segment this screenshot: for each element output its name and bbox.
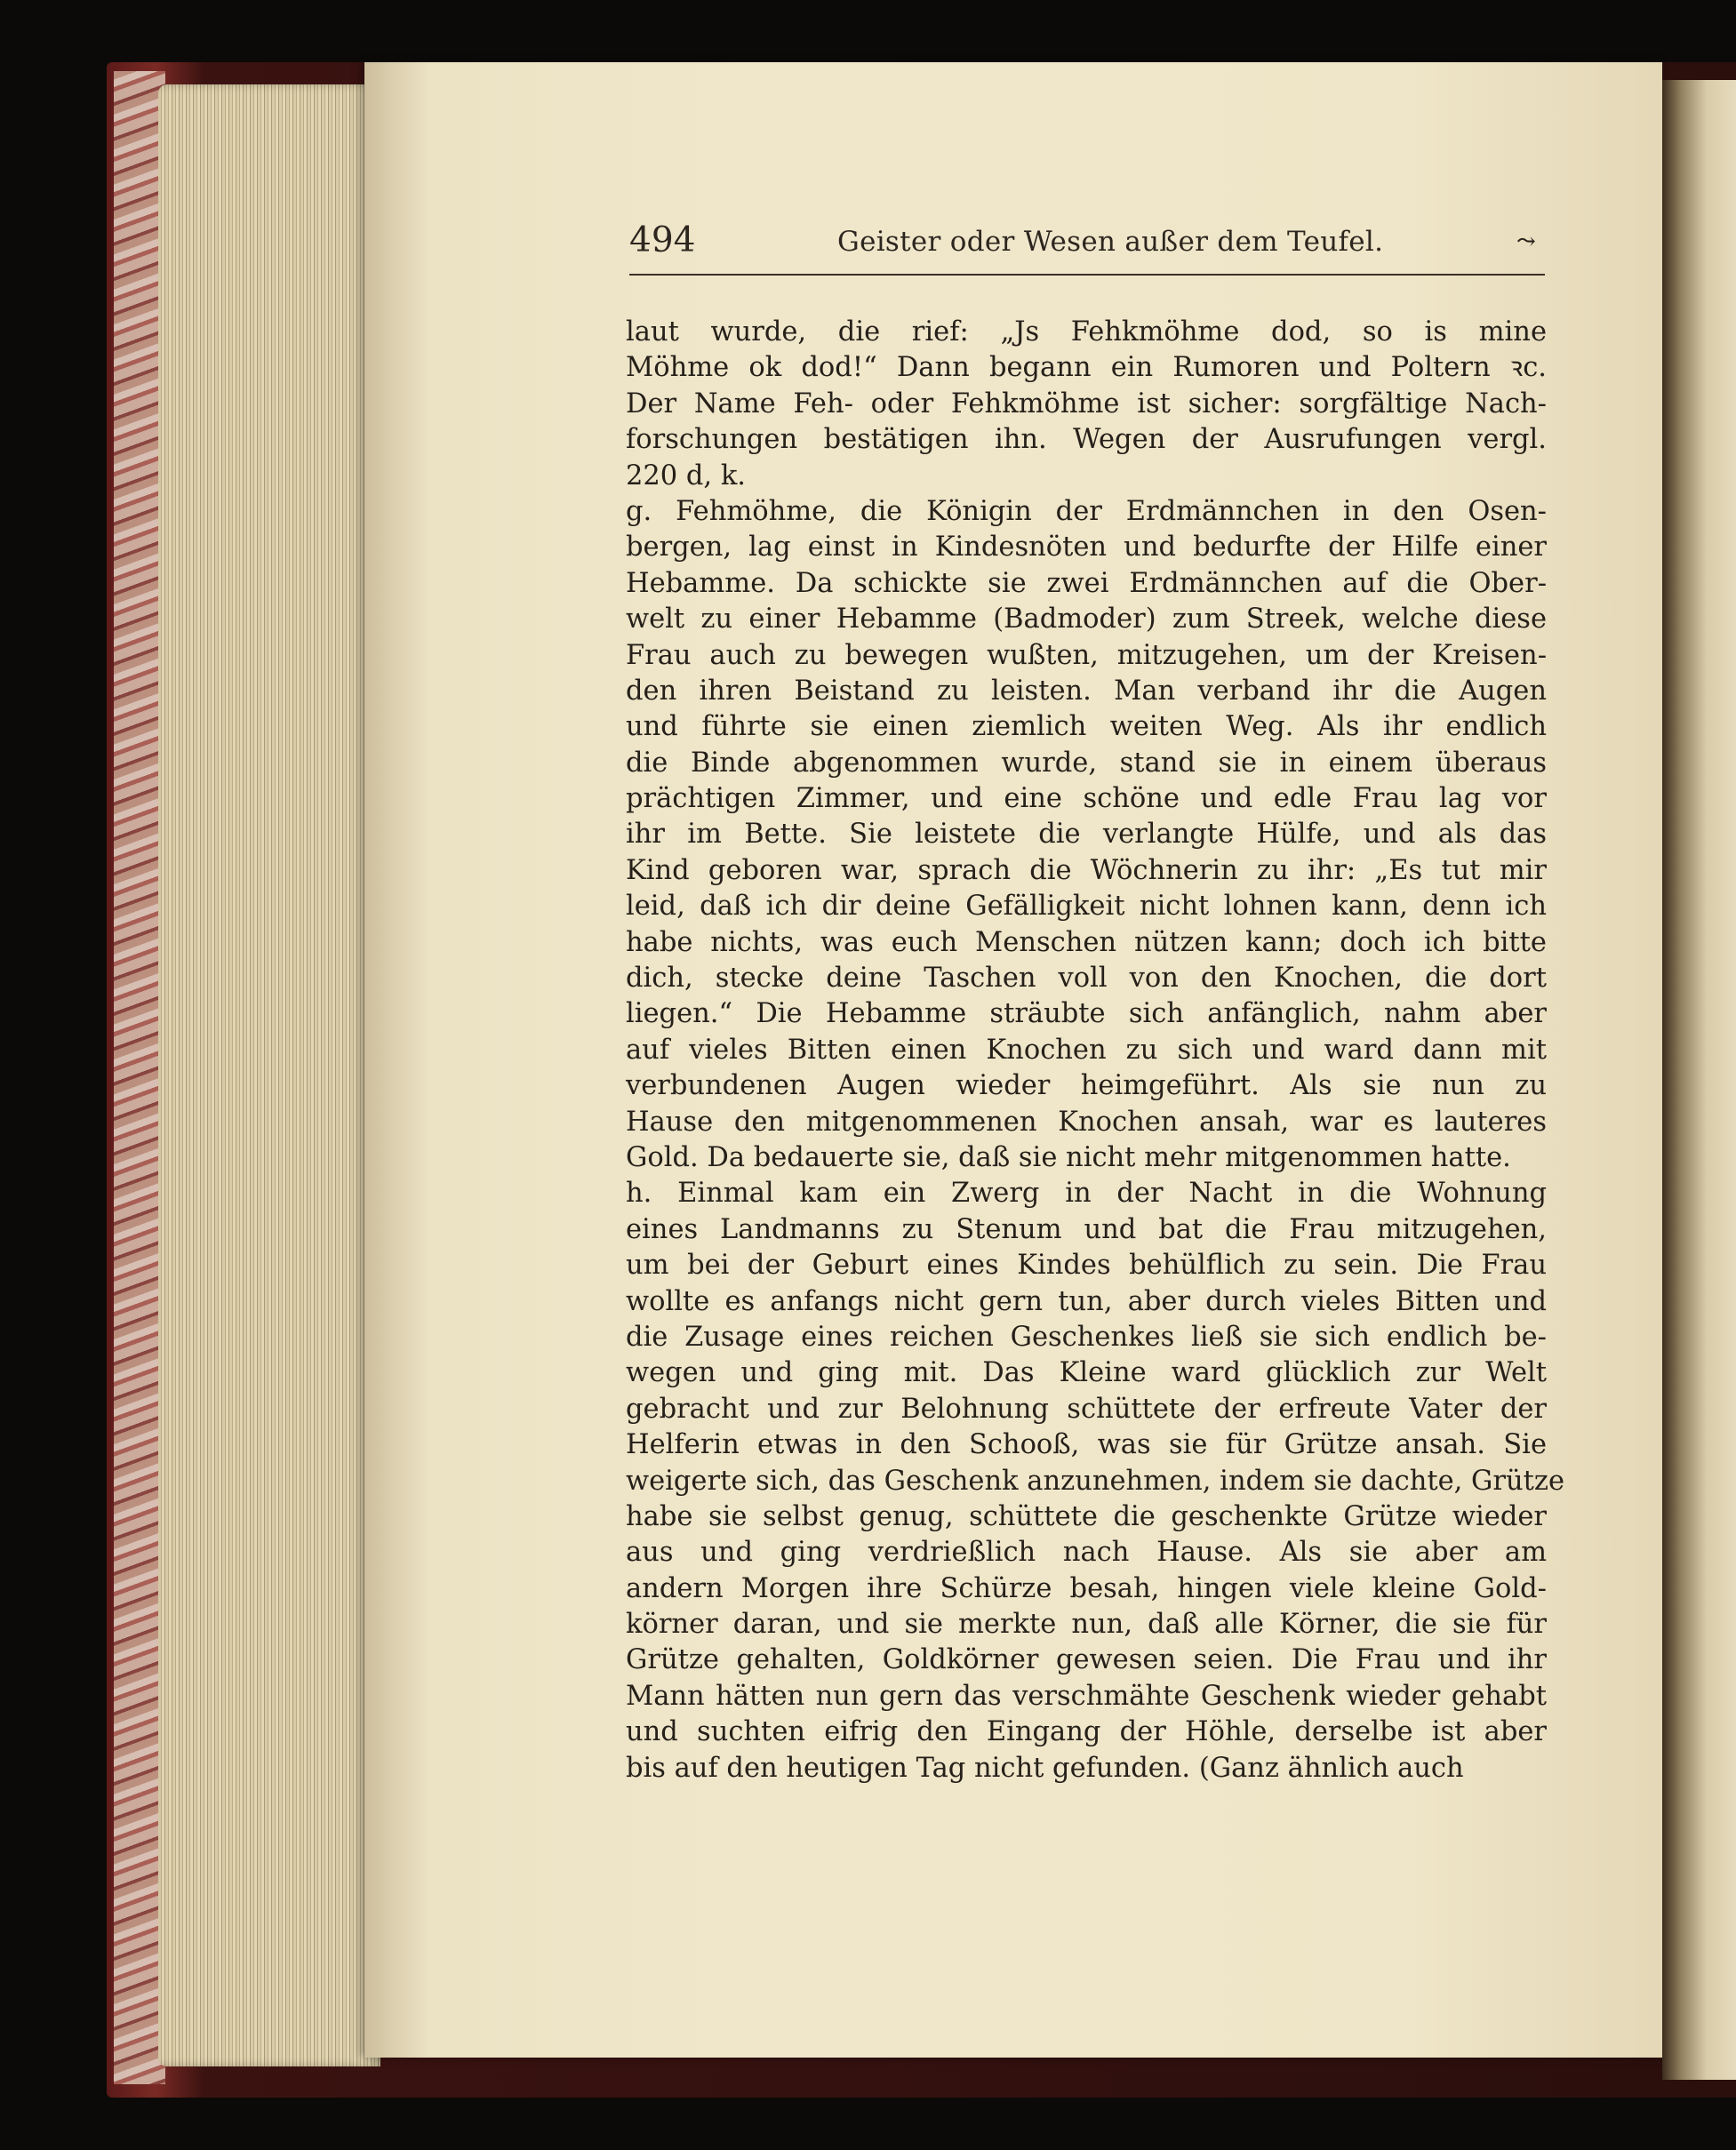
text-line: um bei der Geburt eines Kindes behülflich zu sein. Die Frau bbox=[626, 1250, 1547, 1282]
text-line: den ihren Beistand zu leisten. Man verband ihr die Augen bbox=[626, 675, 1547, 707]
text-line: wegen und ging mit. Das Kleine ward glücklich zur Welt bbox=[626, 1357, 1547, 1389]
text-line: eines Landmanns zu Stenum und bat die Frau mitzugehen, bbox=[626, 1213, 1547, 1245]
text-line: forschungen bestätigen ihn. Wegen der Ausrufungen vergl. bbox=[626, 424, 1547, 456]
text-line: ihr im Bette. Sie leistete die verlangte Hülfe, und als das bbox=[626, 819, 1547, 851]
text-line: bergen, lag einst in Kindesnöten und bedurfte der Hilfe einer bbox=[626, 532, 1547, 563]
text-line: dich, stecke deine Taschen voll von den Knochen, die dort bbox=[626, 963, 1547, 995]
text-line: Frau auch zu bewegen wußten, mitzugehen, um der Kreisen- bbox=[626, 639, 1547, 671]
text-line: körner daran, und sie merkte nun, daß alle Körner, die sie für bbox=[626, 1609, 1547, 1641]
text-line: prächtigen Zimmer, und eine schöne und edle Frau lag vor bbox=[626, 783, 1547, 815]
text-line: liegen.“ Die Hebamme sträubte sich anfänglich, nahm aber bbox=[626, 998, 1547, 1030]
text-line: und führte sie einen ziemlich weiten Weg. Als ihr endlich bbox=[626, 711, 1547, 743]
text-line: andern Morgen ihre Schürze besah, hingen viele kleine Gold- bbox=[626, 1572, 1547, 1604]
text-line: Mann hätten nun gern das verschmähte Geschenk wieder gehabt bbox=[626, 1680, 1547, 1712]
text-line: wollte es anfangs nicht gern tun, aber durch vieles Bitten und bbox=[626, 1285, 1547, 1317]
running-title: Geister oder Wesen außer dem Teufel. bbox=[837, 226, 1384, 258]
text-line: Möhme ok dod!“ Dann begann ein Rumoren und Poltern ꝛc. bbox=[626, 352, 1547, 384]
text-line: Der Name Feh- oder Fehkmöhme ist sicher: sorgfältige Nach- bbox=[626, 388, 1547, 420]
text-line: auf vieles Bitten einen Knochen zu sich und ward dann mit bbox=[626, 1034, 1547, 1066]
text-line: Hause den mitgenommenen Knochen ansah, war es lauteres bbox=[626, 1106, 1547, 1138]
text-line: aus und ging verdrießlich nach Hause. Als sie aber am bbox=[626, 1537, 1547, 1569]
ornament-icon: ⤳ bbox=[1516, 228, 1536, 255]
text-line: Helferin etwas in den Schooß, was sie für Grütze ansah. Sie bbox=[626, 1429, 1547, 1461]
page-number: 494 bbox=[629, 220, 696, 260]
text-line: g. Fehmöhme, die Königin der Erdmännchen in den Osen- bbox=[626, 495, 1547, 527]
text-line: habe sie selbst genug, schüttete die geschenkte Grütze wieder bbox=[626, 1500, 1547, 1532]
running-head bbox=[629, 220, 1545, 276]
text-line: habe nichts, was euch Menschen nützen kann; doch ich bitte bbox=[626, 926, 1547, 958]
text-line: laut wurde, die rief: „Js Fehkmöhme dod, so is mine bbox=[626, 316, 1547, 348]
text-line: Gold. Da bedauerte sie, daß sie nicht mehr mitgenommen hatte. bbox=[626, 1141, 1511, 1173]
text-line: bis auf den heutigen Tag nicht gefunden. (Ganz ähnlich auch bbox=[626, 1752, 1464, 1784]
text-line: Hebamme. Da schickte sie zwei Erdmännchen auf die Ober- bbox=[626, 567, 1547, 599]
page-gutter bbox=[1662, 80, 1736, 2080]
page-edges bbox=[158, 84, 380, 2066]
text-line: gebracht und zur Belohnung schüttete der erfreute Vater der bbox=[626, 1393, 1547, 1425]
text-line: die Binde abgenommen wurde, stand sie in einem überaus bbox=[626, 747, 1547, 779]
text-line: die Zusage eines reichen Geschenkes ließ sie sich endlich be- bbox=[626, 1321, 1547, 1353]
text-line: und suchten eifrig den Eingang der Höhle, derselbe ist aber bbox=[626, 1716, 1547, 1748]
text-line: leid, daß ich dir deine Gefälligkeit nicht lohnen kann, denn ich bbox=[626, 891, 1547, 923]
text-line: h. Einmal kam ein Zwerg in der Nacht in die Wohnung bbox=[626, 1178, 1547, 1210]
text-line: verbundenen Augen wieder heimgeführt. Als sie nun zu bbox=[626, 1070, 1547, 1102]
text-line: Grütze gehalten, Goldkörner gewesen seien. Die Frau und ihr bbox=[626, 1644, 1547, 1676]
text-line: welt zu einer Hebamme (Badmoder) zum Streek, welche diese bbox=[626, 603, 1547, 635]
text-line: weigerte sich, das Geschenk anzunehmen, indem sie dachte, Grütze bbox=[626, 1465, 1565, 1497]
text-line: 220 d, k. bbox=[626, 460, 747, 492]
text-line: Kind geboren war, sprach die Wöchnerin zu ihr: „Es tut mir bbox=[626, 854, 1547, 886]
body-text bbox=[626, 315, 1565, 1786]
